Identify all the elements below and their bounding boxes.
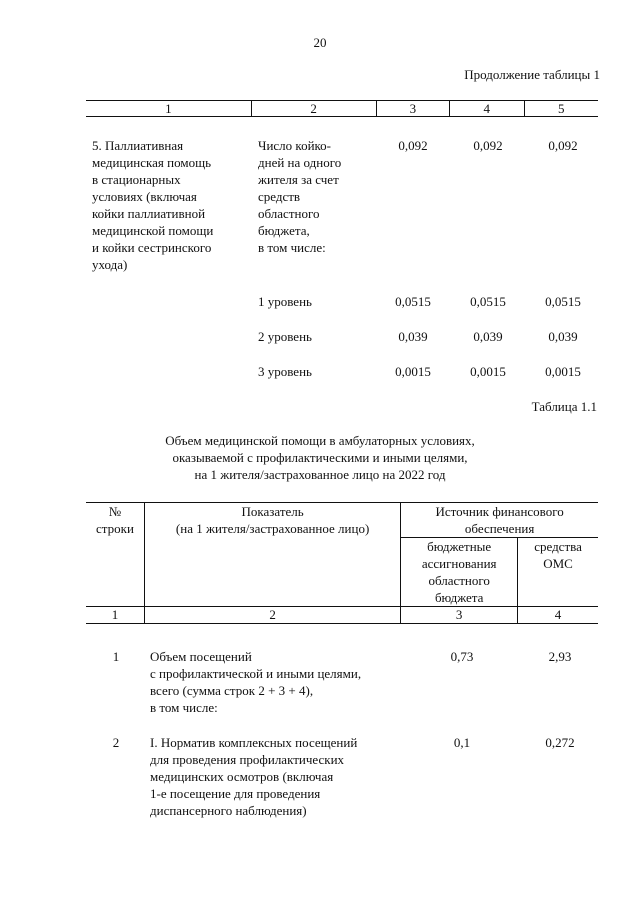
header-budget <box>401 538 518 607</box>
value-cell: 0,092 <box>473 138 503 153</box>
caption-line: на 1 жителя/застрахованное лицо на 2022 год <box>194 467 446 482</box>
header-line: Показатель <box>241 504 304 519</box>
value-cell: 0,0515 <box>545 294 581 309</box>
row-indicator <box>150 734 400 819</box>
header-indicator <box>144 503 400 607</box>
value-cell: 0,039 <box>548 329 578 344</box>
caption-line: Объем медицинской помощи в амбулаторных условиях, <box>165 433 475 448</box>
header-source <box>401 503 598 538</box>
text-line: ухода) <box>92 257 128 272</box>
header-line: областного <box>428 573 490 588</box>
sub-row-label: 1 уровень <box>258 294 312 309</box>
header-line: бюджета <box>434 590 484 605</box>
continuation-title: Продолжение таблицы 1 <box>464 67 600 82</box>
col-number: 4 <box>518 607 598 624</box>
table-caption <box>0 432 640 483</box>
header-line: ассигнования <box>421 556 497 571</box>
header-oms <box>518 538 598 607</box>
text-line: медицинская помощь <box>92 155 212 170</box>
value-budget: 0,1 <box>453 735 471 750</box>
text-line: Число койко- <box>258 138 332 153</box>
text-line: I. Норматив комплексных посещений <box>150 735 358 750</box>
header-line: № <box>108 504 122 519</box>
row-number: 2 <box>112 735 120 750</box>
value-budget: 0,73 <box>450 649 474 664</box>
text-line: средств <box>258 189 301 204</box>
row-number: 1 <box>112 649 120 664</box>
value-cell: 0,0515 <box>395 294 431 309</box>
value-cell: 0,0015 <box>395 364 431 379</box>
table1-column-numbers <box>86 100 598 117</box>
value-cell: 0,0015 <box>545 364 581 379</box>
header-line: (на 1 жителя/застрахованное лицо) <box>175 521 370 536</box>
value-cell: 0,039 <box>398 329 428 344</box>
header-line: ОМС <box>543 556 573 571</box>
text-line: бюджета, <box>258 223 310 238</box>
header-row-no <box>86 503 144 607</box>
text-line: условиях (включая <box>92 189 197 204</box>
value-oms: 2,93 <box>548 649 572 664</box>
col-number: 1 <box>86 607 144 624</box>
col-number: 2 <box>251 101 376 117</box>
col-number: 5 <box>524 101 598 117</box>
value-cell: 0,0015 <box>470 364 506 379</box>
sub-row-label: 3 уровень <box>258 364 312 379</box>
header-line: бюджетные <box>427 539 492 554</box>
col-number: 2 <box>144 607 400 624</box>
text-line: дней на одного <box>258 155 342 170</box>
caption-line: оказываемой с профилактическими и иными целями, <box>172 450 468 465</box>
text-line: медицинской помощи <box>92 223 214 238</box>
text-line: в стационарных <box>92 172 181 187</box>
header-line: средства <box>534 539 582 554</box>
text-line: 5. Паллиативная <box>92 138 184 153</box>
value-cell: 0,0515 <box>470 294 506 309</box>
page-number: 20 <box>313 35 327 50</box>
text-line: областного <box>258 206 320 221</box>
table-label: Таблица 1.1 <box>531 399 597 414</box>
row-name <box>92 137 252 273</box>
table2-header <box>86 502 598 624</box>
text-line: диспансерного наблюдения) <box>150 803 307 818</box>
sub-row-label: 2 уровень <box>258 329 312 344</box>
col-number: 1 <box>86 101 251 117</box>
text-line: всего (сумма строк 2 + 3 + 4), <box>150 683 314 698</box>
text-line: жителя за счет <box>258 172 339 187</box>
value-oms: 0,272 <box>545 735 575 750</box>
value-cell: 0,039 <box>473 329 503 344</box>
text-line: Объем посещений <box>150 649 252 664</box>
row-indicator <box>150 648 400 716</box>
col-number: 4 <box>450 101 524 117</box>
text-line: 1-е посещение для проведения <box>150 786 321 801</box>
text-line: медицинских осмотров (включая <box>150 769 334 784</box>
col-number: 3 <box>376 101 449 117</box>
value-cell: 0,092 <box>548 138 578 153</box>
text-line: для проведения профилактических <box>150 752 345 767</box>
text-line: и койки сестринского <box>92 240 212 255</box>
text-line: в том числе: <box>150 700 218 715</box>
col-number: 3 <box>401 607 518 624</box>
text-line: в том числе: <box>258 240 326 255</box>
value-cell: 0,092 <box>398 138 428 153</box>
header-line: строки <box>96 521 134 536</box>
header-line: обеспечения <box>464 521 535 536</box>
header-line: Источник финансового <box>435 504 564 519</box>
text-line: с профилактической и иными целями, <box>150 666 362 681</box>
row-indicator <box>258 137 378 256</box>
text-line: койки паллиативной <box>92 206 206 221</box>
